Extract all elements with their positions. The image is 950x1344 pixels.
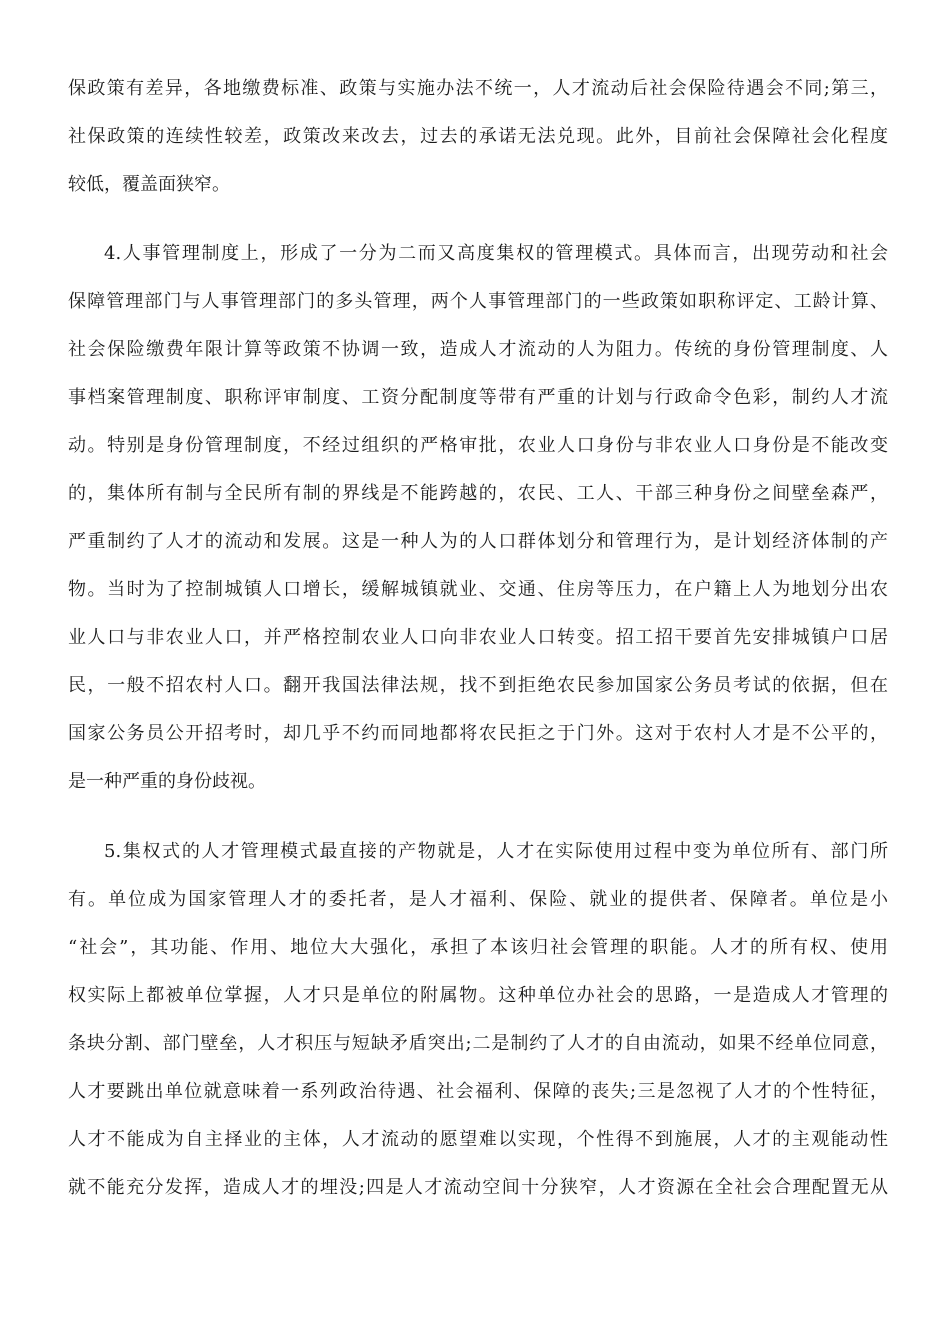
text-line: 业人口与非农业人口，并严格控制农业人口向非农业人口转变。招工招干要首先安排城镇户口居 [68, 627, 888, 648]
text-line: 物。当时为了控制城镇人口增长，缓解城镇就业、交通、住房等压力，在户籍上人为地划分出农 [68, 579, 888, 600]
text-line: 条块分割、部门壁垒，人才积压与短缺矛盾突出;二是制约了人才的自由流动，如果不经单位同意， [68, 1033, 888, 1054]
text-line: 有。单位成为国家管理人才的委托者，是人才福利、保险、就业的提供者、保障者。单位是小 [68, 889, 888, 910]
text-line: 5.集权式的人才管理模式最直接的产物就是，人才在实际使用过程中变为单位所有、部门所 [104, 841, 888, 862]
text-line: 动。特别是身份管理制度，不经过组织的严格审批，农业人口身份与非农业人口身份是不能改变 [68, 435, 888, 456]
text-line: 事档案管理制度、职称评审制度、工资分配制度等带有严重的计划与行政命令色彩，制约人才流 [68, 387, 888, 408]
text-line: 保障管理部门与人事管理部门的多头管理，两个人事管理部门的一些政策如职称评定、工龄计算、 [68, 291, 888, 312]
text-line: 就不能充分发挥，造成人才的埋没;四是人才流动空间十分狭窄，人才资源在全社会合理配置无从 [68, 1177, 888, 1198]
text-line: 人才要跳出单位就意味着一系列政治待遇、社会福利、保障的丧失;三是忽视了人才的个性特征， [68, 1081, 888, 1102]
text-line: “社会”，其功能、作用、地位大大强化，承担了本该归社会管理的职能。人才的所有权、使用 [68, 937, 888, 958]
text-line: 国家公务员公开招考时，却几乎不约而同地都将农民拒之于门外。这对于农村人才是不公平的， [68, 723, 888, 744]
text-line: 是一种严重的身份歧视。 [68, 771, 266, 792]
text-line: 民，一般不招农村人口。翻开我国法律法规，找不到拒绝农民参加国家公务员考试的依据，但在 [68, 675, 888, 696]
text-line: 社保政策的连续性较差，政策改来改去，过去的承诺无法兑现。此外，目前社会保障社会化程度 [68, 126, 888, 147]
text-line: 4.人事管理制度上，形成了一分为二而又高度集权的管理模式。具体而言，出现劳动和社会 [104, 243, 888, 264]
text-line: 社会保险缴费年限计算等政策不协调一致，造成人才流动的人为阻力。传统的身份管理制度、人 [68, 339, 888, 360]
text-line: 的，集体所有制与全民所有制的界线是不能跨越的，农民、工人、干部三种身份之间壁垒森严， [68, 483, 888, 504]
text-line: 保政策有差异，各地缴费标准、政策与实施办法不统一，人才流动后社会保险待遇会不同;第三， [68, 78, 888, 99]
text-line: 人才不能成为自主择业的主体，人才流动的愿望难以实现，个性得不到施展，人才的主观能动性 [68, 1129, 888, 1150]
text-line: 权实际上都被单位掌握，人才只是单位的附属物。这种单位办社会的思路，一是造成人才管理的 [68, 985, 888, 1006]
text-line: 较低，覆盖面狭窄。 [68, 174, 230, 195]
text-line: 严重制约了人才的流动和发展。这是一种人为的人口群体划分和管理行为，是计划经济体制的产 [68, 531, 888, 552]
